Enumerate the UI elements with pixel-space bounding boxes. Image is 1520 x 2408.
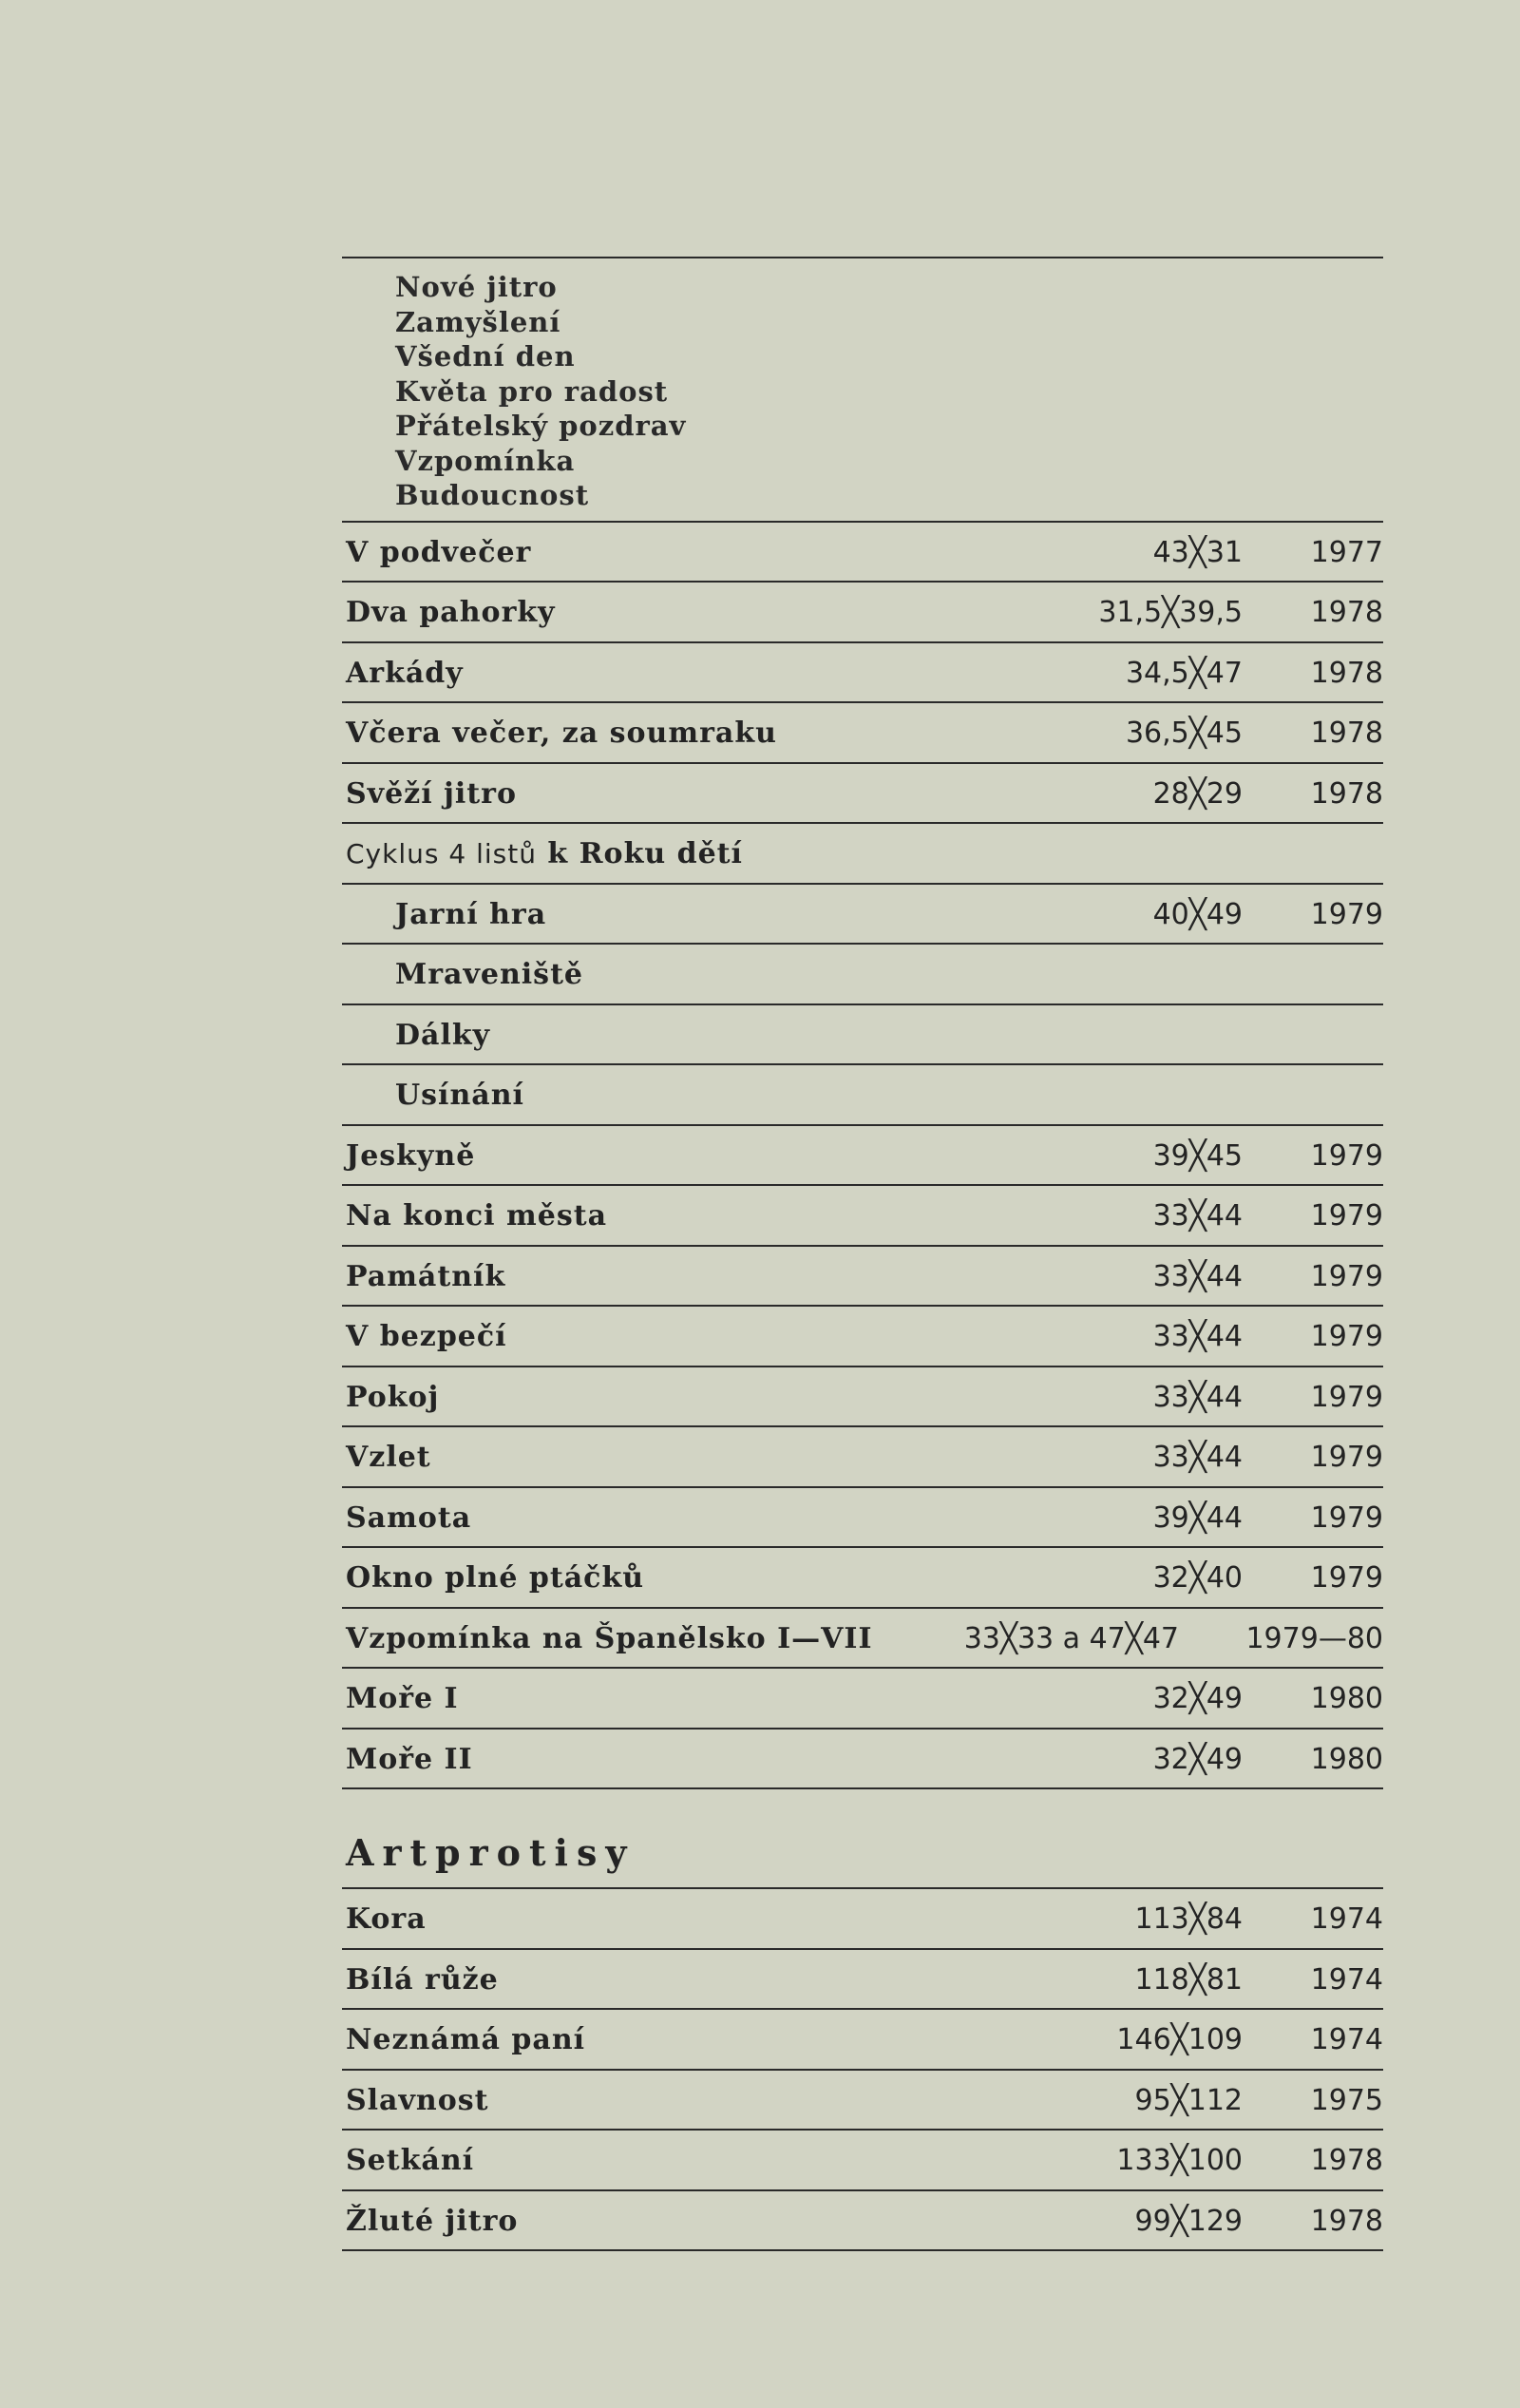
work-title: Moře II [346, 1742, 473, 1776]
table-row [342, 1065, 1383, 1126]
work-title: Jarní hra [395, 897, 547, 931]
table-row-cycle-heading [342, 824, 1383, 885]
work-year: 1978 [1310, 656, 1383, 690]
work-dimensions: 32╳49 [1152, 1742, 1243, 1776]
work-year: 1979 [1310, 1441, 1383, 1474]
table-row [342, 643, 1383, 704]
work-dimensions: 40╳49 [1152, 897, 1243, 931]
table-row [342, 1609, 1383, 1670]
cycle-prefix: Cyklus 4 listů [346, 838, 537, 870]
table-row [342, 1247, 1383, 1308]
work-year: 1979—80 [1245, 1621, 1383, 1655]
subtitle-item: Květa pro radost [395, 374, 669, 408]
work-title: Usínání [395, 1079, 524, 1112]
work-title: Moře I [346, 1682, 459, 1715]
work-year: 1979 [1310, 1199, 1383, 1233]
work-title: Jeskyně [346, 1138, 476, 1173]
work-title: Samota [346, 1500, 472, 1535]
work-year: 1977 [1310, 535, 1383, 569]
work-year: 1974 [1310, 2023, 1383, 2056]
table-row [342, 1126, 1383, 1187]
work-title: Pokoj [346, 1380, 440, 1414]
subtitle-item: Nové jitro [395, 271, 558, 303]
subtitle-item: Vzpomínka [395, 444, 576, 477]
work-title: Žluté jitro [346, 2204, 519, 2238]
table-row [342, 2071, 1383, 2131]
artprotisy-table [342, 1887, 1387, 2251]
work-dimensions: 43╳31 [1152, 535, 1243, 569]
work-title: Na konci města [346, 1199, 608, 1233]
table-row [342, 583, 1383, 643]
table-row [342, 1005, 1383, 1066]
table-row [342, 1548, 1383, 1609]
work-dimensions: 33╳44 [1152, 1320, 1243, 1353]
catalogue-page [342, 257, 1387, 2251]
work-title: Vzlet [346, 1441, 431, 1474]
subtitle-item: Zamyšlení [395, 305, 561, 338]
work-dimensions: 36,5╳45 [1125, 717, 1243, 750]
table-row [342, 1950, 1383, 2011]
work-dimensions: 33╳44 [1152, 1259, 1243, 1293]
work-dimensions: 33╳33 a 47╳47 [963, 1621, 1179, 1655]
work-year: 1979 [1310, 1500, 1383, 1535]
table-row [342, 1427, 1383, 1488]
work-dimensions: 113╳84 [1134, 1902, 1243, 1936]
work-dimensions: 33╳44 [1152, 1441, 1243, 1474]
work-year: 1974 [1310, 1962, 1383, 1997]
table-row [342, 1488, 1383, 1549]
work-title: Svěží jitro [346, 776, 517, 811]
table-row [342, 2010, 1383, 2071]
subtitle-item: Přátelský pozdrav [395, 410, 687, 442]
work-title: Bílá růže [346, 1962, 499, 1997]
table-row [342, 1307, 1383, 1367]
table-row [342, 1730, 1383, 1790]
work-dimensions: 34,5╳47 [1125, 656, 1243, 690]
table-row [342, 521, 1383, 583]
work-dimensions: 95╳112 [1134, 2083, 1243, 2117]
work-year: 1979 [1310, 897, 1383, 931]
work-title: Kora [346, 1902, 427, 1936]
work-dimensions: 118╳81 [1134, 1962, 1243, 1997]
subtitle-item: Budoucnost [395, 479, 590, 511]
work-dimensions: 39╳44 [1152, 1500, 1243, 1535]
work-title: Mraveniště [395, 958, 584, 991]
work-year: 1978 [1310, 2144, 1383, 2177]
work-dimensions: 99╳129 [1134, 2204, 1243, 2238]
work-title: Arkády [346, 656, 464, 690]
work-title: Památník [346, 1259, 506, 1293]
work-title: Neznámá paní [346, 2023, 586, 2056]
table-row [342, 2131, 1383, 2191]
work-year: 1978 [1310, 596, 1383, 629]
subtitle-list [342, 258, 1387, 521]
work-dimensions: 33╳44 [1152, 1380, 1243, 1414]
work-year: 1975 [1310, 2083, 1383, 2117]
work-dimensions: 31,5╳39,5 [1098, 596, 1243, 629]
work-dimensions: 39╳45 [1152, 1138, 1243, 1173]
cycle-title [346, 837, 743, 870]
work-year: 1979 [1310, 1259, 1383, 1293]
work-year: 1978 [1310, 776, 1383, 811]
works-table [342, 521, 1387, 1790]
work-title: Setkání [346, 2144, 475, 2177]
work-year: 1978 [1310, 717, 1383, 750]
work-dimensions: 133╳100 [1116, 2144, 1243, 2177]
work-title: Včera večer, za soumraku [346, 717, 777, 750]
work-year: 1979 [1310, 1138, 1383, 1173]
work-year: 1980 [1310, 1682, 1383, 1715]
table-row [342, 1887, 1383, 1950]
work-year: 1979 [1310, 1320, 1383, 1353]
table-row [342, 945, 1383, 1005]
cycle-name: k Roku dětí [547, 837, 743, 870]
work-year: 1974 [1310, 1902, 1383, 1936]
table-row [342, 764, 1383, 825]
table-row [342, 1367, 1383, 1428]
work-year: 1979 [1310, 1380, 1383, 1414]
work-dimensions: 28╳29 [1152, 776, 1243, 811]
work-year: 1978 [1310, 2204, 1383, 2238]
table-row [342, 703, 1383, 764]
work-year: 1979 [1310, 1561, 1383, 1595]
work-title: Vzpomínka na Španělsko I—VII [346, 1621, 873, 1655]
table-row [342, 1186, 1383, 1247]
work-dimensions: 32╳49 [1152, 1682, 1243, 1715]
work-dimensions: 32╳40 [1152, 1561, 1243, 1595]
work-title: Dva pahorky [346, 596, 556, 629]
table-row [342, 1669, 1383, 1730]
table-row [342, 2191, 1383, 2252]
subtitle-item: Všední den [395, 340, 576, 373]
work-title: Slavnost [346, 2083, 489, 2117]
work-title: Dálky [395, 1018, 491, 1052]
section-title: Artprotisy [346, 1831, 636, 1874]
work-year: 1980 [1310, 1742, 1383, 1776]
table-row [342, 885, 1383, 946]
work-title: V bezpečí [346, 1320, 507, 1353]
work-title: Okno plné ptáčků [346, 1561, 645, 1595]
work-dimensions: 146╳109 [1116, 2023, 1243, 2056]
work-dimensions: 33╳44 [1152, 1199, 1243, 1233]
work-title: V podvečer [346, 535, 532, 569]
